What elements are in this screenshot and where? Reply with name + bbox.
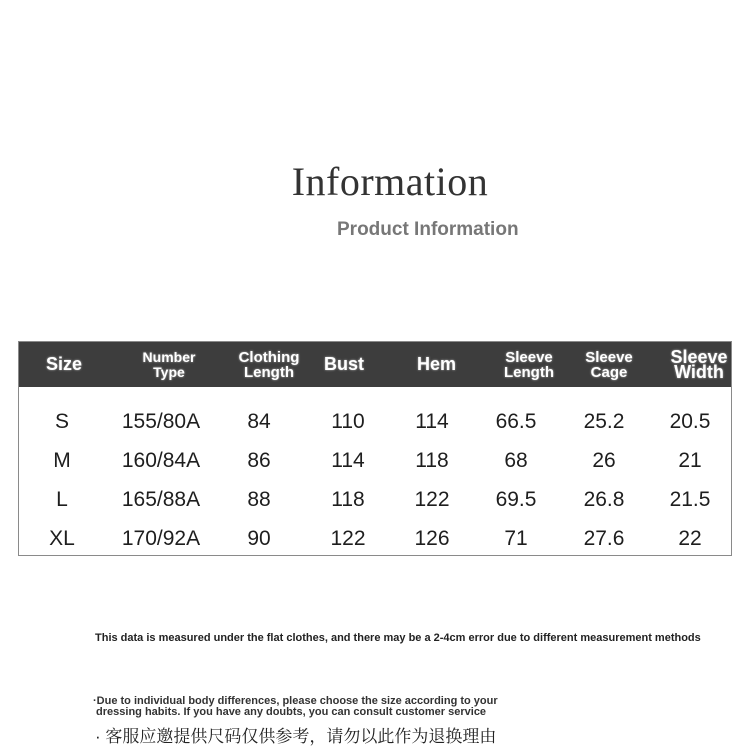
cell-number-type: 165/88A xyxy=(121,488,201,511)
table-row xyxy=(19,480,731,519)
cell-size: M xyxy=(53,449,71,472)
cell-bust: 110 xyxy=(331,410,365,433)
chinese-disclaimer: · 客服应邀提供尺码仅供参考，请勿以此作为退换理由 xyxy=(95,727,497,746)
table-header-row xyxy=(19,342,731,387)
cell-bust: 118 xyxy=(331,488,365,511)
cell-sleeve-cage: 25.2 xyxy=(583,410,625,433)
cell-sleeve-length: 68 xyxy=(504,449,528,472)
cell-sleeve-width: 21.5 xyxy=(669,488,711,511)
body-difference-note xyxy=(93,696,498,718)
header-sleeve-cage-line1: Sleeve xyxy=(585,348,633,366)
header-clothing-length-line2: Length xyxy=(244,363,294,381)
header-hem-label: Hem xyxy=(416,354,456,374)
cell-number-type: 170/92A xyxy=(121,527,201,550)
table-row xyxy=(19,402,731,441)
cell-hem: 126 xyxy=(414,527,450,550)
body-difference-note-line1: ·Due to individual body differences, please choose the size according to your xyxy=(93,695,498,707)
header-sleeve-width-line2: Width xyxy=(674,361,724,382)
cell-sleeve-cage: 27.6 xyxy=(583,527,625,550)
header-sleeve-length xyxy=(479,342,579,387)
cell-bust: 122 xyxy=(330,527,366,550)
header-sleeve-cage xyxy=(569,342,649,387)
header-hem xyxy=(399,342,474,387)
cell-size: L xyxy=(56,488,68,511)
page-title: Information xyxy=(291,159,489,204)
header-clothing-length xyxy=(224,342,314,387)
header-sleeve-cage-line2: Cage xyxy=(590,363,628,381)
header-size-label: Size xyxy=(45,354,83,374)
header-bust xyxy=(309,342,379,387)
page-subtitle: Product Information xyxy=(337,219,519,240)
body-difference-note-line2: dressing habits. If you have any doubts, you can consult customer service xyxy=(93,706,487,718)
cell-sleeve-width: 20.5 xyxy=(669,410,711,433)
header-number-type-line1: Number xyxy=(142,348,196,365)
cell-clothing-length: 90 xyxy=(247,527,271,550)
header-number-type xyxy=(119,342,219,387)
header-sleeve-width-line1: Sleeve xyxy=(670,346,728,367)
header-sleeve-length-line1: Sleeve xyxy=(505,348,553,366)
cell-number-type: 155/80A xyxy=(121,410,201,433)
cell-clothing-length: 84 xyxy=(247,410,271,433)
cell-number-type: 160/84A xyxy=(121,449,201,472)
measurement-note: This data is measured under the flat clothes, and there may be a 2-4cm error due to different measurement methods xyxy=(95,632,701,644)
cell-clothing-length: 88 xyxy=(247,488,271,511)
cell-sleeve-cage: 26.8 xyxy=(583,488,625,511)
cell-hem: 118 xyxy=(415,449,449,472)
header-clothing-length-line1: Clothing xyxy=(238,348,300,366)
cell-size: S xyxy=(54,410,69,433)
cell-sleeve-width: 21 xyxy=(678,449,702,472)
cell-size: XL xyxy=(49,527,75,550)
cell-bust: 114 xyxy=(331,449,365,472)
header-size xyxy=(29,342,99,387)
cell-sleeve-length: 66.5 xyxy=(495,410,537,433)
table-body xyxy=(19,402,731,556)
cell-hem: 122 xyxy=(414,488,450,511)
header-number-type-line2: Type xyxy=(153,363,185,380)
table-row xyxy=(19,441,731,480)
table-row xyxy=(19,519,731,556)
cell-sleeve-width: 22 xyxy=(678,527,702,550)
cell-sleeve-cage: 26 xyxy=(592,449,616,472)
header-sleeve-length-line2: Length xyxy=(504,363,554,381)
header-sleeve-width xyxy=(659,342,732,387)
header-bust-label: Bust xyxy=(324,354,364,374)
cell-sleeve-length: 69.5 xyxy=(495,488,537,511)
size-chart-table xyxy=(18,341,732,556)
cell-clothing-length: 86 xyxy=(247,449,271,472)
cell-hem: 114 xyxy=(415,410,449,433)
cell-sleeve-length: 71 xyxy=(504,527,528,550)
